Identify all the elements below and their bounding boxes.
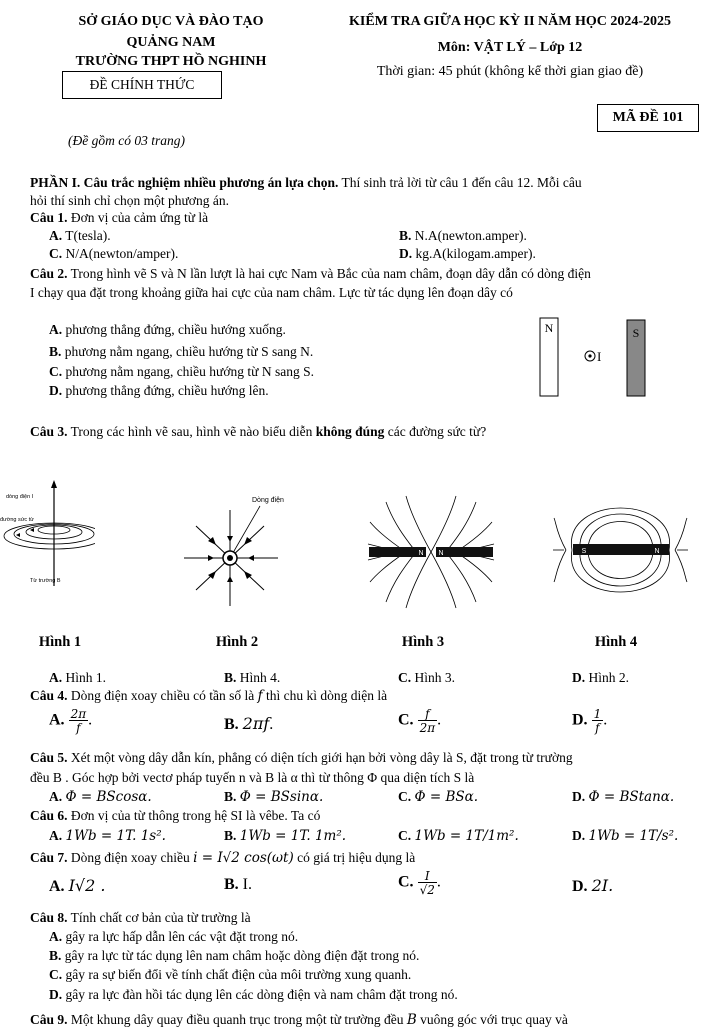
q6-b-letter: B. (224, 828, 237, 843)
q6-b-text: 1Wb = 1T. 1m². (239, 828, 347, 844)
q9-b-vector: B (406, 1012, 417, 1028)
q4-label: Câu 4. (30, 688, 68, 703)
q2-magnet-figure (535, 316, 650, 398)
q4-d-letter: D. (572, 711, 588, 729)
q2-b-letter: B. (49, 344, 62, 359)
q4-c-denominator: 2π (419, 721, 436, 735)
q3-text-end: các đường sức từ? (384, 424, 487, 439)
q3-option-b[interactable] (224, 670, 280, 686)
q7-d-text: 2I. (591, 876, 614, 895)
q2-b-text: phương nằm ngang, chiều hướng từ S sang N. (64, 344, 314, 359)
exam-title: KIỂM TRA GIỮA HỌC KỲ II NĂM HỌC 2024-2025 (348, 14, 671, 29)
q6-d-letter: D. (572, 828, 586, 843)
exam-code: MÃ ĐỀ 101 (612, 110, 684, 125)
caption-figure-4: Hình 4 (594, 634, 638, 650)
q6-c-letter: C. (398, 828, 412, 843)
q7-text-2: có giá trị hiệu dụng là (293, 850, 416, 865)
q8-b-letter: B. (49, 948, 62, 963)
part1-intro-text: Thí sinh trả lời từ câu 1 đến câu 12. Mỗi câu (338, 175, 582, 190)
south-pole-label: S (632, 326, 640, 340)
question-7 (30, 850, 415, 866)
q2-d-letter: D. (49, 383, 63, 398)
q4-c-numerator: f (418, 708, 438, 721)
question-9 (30, 1012, 568, 1028)
q4-d-numerator: 1 (593, 707, 602, 721)
q7-option-c[interactable]: C. $\frac{I}{√2}$ . (398, 869, 441, 897)
q7-option-b[interactable] (224, 876, 252, 894)
q2-option-a[interactable] (49, 322, 286, 338)
q2-text-1: Trong hình vẽ S và N lần lượt là hai cực Nam và Bắc của nam châm, đoạn dây dẫn có dòng điện (67, 266, 591, 281)
fig2-current-label: Dòng điện (252, 497, 284, 504)
department-province: QUẢNG NAM (126, 35, 216, 50)
q4-b-letter: B. (224, 716, 239, 733)
q6-option-b[interactable] (224, 828, 346, 844)
figure-1-straight-wire (0, 478, 95, 590)
q5-c-text: Φ = BSα. (414, 789, 479, 805)
fig4-n-label: N (654, 548, 660, 555)
q5-option-a[interactable] (49, 789, 152, 805)
q8-option-b[interactable] (49, 948, 419, 964)
q8-b-text: gây ra lực từ tác dụng lên nam châm hoặc dòng điện đặt trong nó. (64, 948, 420, 963)
question-2 (30, 266, 591, 282)
q3-option-a[interactable] (49, 670, 106, 686)
q5-d-letter: D. (572, 789, 586, 804)
q7-option-d[interactable] (572, 876, 613, 896)
exam-time: Thời gian: 45 phút (không kể thời gian giao đề) (376, 64, 644, 79)
question-8 (30, 910, 251, 926)
school-name: TRƯỜNG THPT HỒ NGHINH (75, 54, 267, 69)
q7-a-text: I√2 . (68, 876, 106, 895)
figure-3-two-north-poles (366, 494, 496, 610)
department-name: SỞ GIÁO DỤC VÀ ĐÀO TẠO (78, 14, 264, 29)
q8-text: Tính chất cơ bản của từ trường là (67, 910, 251, 925)
q2-option-c[interactable] (49, 364, 314, 380)
q6-label: Câu 6. (30, 808, 68, 823)
q2-d-text: phương thẳng đứng, chiều hướng lên. (65, 383, 269, 398)
q3-b-text: Hình 4. (239, 670, 281, 685)
official-exam-label: ĐỀ CHÍNH THỨC (89, 77, 195, 92)
q8-label: Câu 8. (30, 910, 68, 925)
q8-c-text: gây ra sự biến đổi về tính chất điện của môi trường xung quanh. (65, 967, 412, 982)
part1-intro (30, 175, 582, 191)
q4-a-letter: A. (49, 711, 65, 729)
q1-a-text: T(tesla). (65, 228, 111, 243)
q4-f-symbol: f (257, 688, 263, 704)
q3-a-letter: A. (49, 670, 63, 685)
q5-a-letter: A. (49, 789, 63, 804)
q7-option-a[interactable] (49, 876, 105, 896)
q4-text-2: thì chu kì dòng diện là (262, 688, 388, 703)
q1-option-a[interactable] (49, 228, 111, 244)
q1-c-text: N/A(newton/amper). (65, 246, 179, 261)
q3-c-letter: C. (398, 670, 412, 685)
q3-label: Câu 3. (30, 424, 68, 439)
question-6 (30, 808, 320, 824)
q7-formula: i = I√2 cos(ωt) (193, 850, 294, 866)
q7-text: Dòng điện xoay chiều (67, 850, 194, 865)
fig3-n-label-2: N (438, 550, 444, 557)
figure-4-bar-magnet (553, 492, 688, 608)
q2-text-2: I chạy qua đặt trong khoảng giữa hai cực của nam châm. Lực từ tác dụng lên đoạn dây có (30, 285, 513, 300)
q3-bold-text: không đúng (315, 424, 385, 439)
fig1-field-label: Từ trường B (30, 578, 61, 584)
q4-text: Dòng điện xoay chiều có tần số là (67, 688, 258, 703)
q1-c-letter: C. (49, 246, 63, 261)
exam-code-box (597, 104, 699, 132)
q5-option-d[interactable] (572, 789, 674, 805)
fig1-fieldline-label: đường sức từ (0, 517, 34, 523)
q3-a-text: Hình 1. (65, 670, 106, 685)
q8-option-c[interactable] (49, 967, 411, 983)
q9-text-2: vuông góc với trục quay và (416, 1012, 568, 1027)
q5-a-text: Φ = BScosα. (65, 789, 152, 805)
wire-arrow-icon (51, 480, 57, 488)
q5-b-letter: B. (224, 789, 237, 804)
q9-text: Một khung dây quay điều quanh trục trong một từ trường đều (67, 1012, 407, 1027)
fig4-s-label: S (581, 548, 587, 555)
q5-option-b[interactable] (224, 789, 323, 805)
figure-2-radial-field (170, 490, 290, 610)
q8-option-d[interactable] (49, 987, 458, 1003)
q3-d-text: Hình 2. (588, 670, 629, 685)
q4-d-denominator: f (595, 721, 600, 735)
q6-text: Đơn vị của từ thông trong hệ SI là vêbe. Ta có (67, 808, 321, 823)
q8-option-a[interactable] (49, 929, 298, 945)
question-1 (30, 210, 208, 226)
q6-option-c[interactable] (398, 828, 519, 844)
q6-d-text: 1Wb = 1T/s². (588, 828, 679, 844)
q5-option-c[interactable] (398, 789, 478, 805)
q6-c-text: 1Wb = 1T/1m². (414, 828, 519, 844)
q2-option-b[interactable] (49, 344, 313, 360)
q1-option-d[interactable] (399, 246, 536, 262)
q3-c-text: Hình 3. (414, 670, 455, 685)
q4-a-denominator: f (76, 721, 81, 735)
q3-b-letter: B. (224, 670, 237, 685)
q6-option-d[interactable] (572, 828, 678, 844)
caption-figure-2: Hình 2 (215, 634, 259, 650)
q7-c-letter: C. (398, 873, 414, 891)
q4-option-a[interactable]: A. $\frac{2\pi}{f}$ . (49, 707, 93, 735)
question-4 (30, 688, 387, 704)
q5-text-1: Xét một vòng dây dẫn kín, phẳng có diện tích giới hạn bởi vòng dây là S, đặt trong từ trường (67, 750, 573, 765)
q1-d-letter: D. (399, 246, 413, 261)
current-label: I (597, 349, 602, 364)
q2-a-text: phương thẳng đứng, chiều hướng xuống. (65, 322, 286, 337)
q3-option-d[interactable] (572, 670, 629, 686)
q4-option-b[interactable]: B. 2πf. (224, 714, 274, 733)
q5-d-text: Φ = BStanα. (588, 789, 675, 805)
q1-option-b[interactable] (399, 228, 527, 244)
pages-note: (Đề gồm có 03 trang) (68, 133, 185, 148)
q4-option-d[interactable]: D. $\frac{1}{f}$ . (572, 707, 608, 735)
q1-b-text: N.A(newton.amper). (414, 228, 527, 243)
q7-b-text: I. (242, 876, 252, 893)
q8-c-letter: C. (49, 967, 63, 982)
q7-c-denominator: √2 (419, 883, 435, 897)
q1-option-c[interactable] (49, 246, 178, 262)
q6-a-letter: A. (49, 828, 63, 843)
current-dot-icon (588, 354, 591, 357)
q5-text-2: đều B . Góc hợp bởi vectơ pháp tuyến n và B là α thì từ thông Φ qua diện tích S là (30, 770, 475, 785)
q3-text: Trong các hình vẽ sau, hình vẽ nào biểu diễn (67, 424, 316, 439)
caption-figure-1: Hình 1 (38, 634, 82, 650)
q8-a-letter: A. (49, 929, 63, 944)
question-5 (30, 750, 573, 766)
part1-title: PHẦN I. Câu trắc nghiệm nhiều phương án lựa chọn. (30, 175, 339, 190)
fig3-magnet-left (369, 547, 426, 557)
q8-d-text: gây ra lực đàn hồi tác dụng lên các dòng điện và nam châm đặt trong nó. (65, 987, 458, 1002)
q1-text: Đơn vị của cảm ứng từ là (67, 210, 209, 225)
q4-a-numerator: 2π (70, 707, 87, 721)
q5-c-letter: C. (398, 789, 412, 804)
q2-a-letter: A. (49, 322, 63, 337)
q9-label: Câu 9. (30, 1012, 68, 1027)
q7-d-letter: D. (572, 878, 588, 895)
q6-a-text: 1Wb = 1T. 1s². (65, 828, 166, 844)
q2-c-text: phương nằm ngang, chiều hướng từ N sang S. (65, 364, 314, 379)
q8-a-text: gây ra lực hấp dẫn lên các vật đặt trong nó. (65, 929, 299, 944)
q7-a-letter: A. (49, 878, 65, 895)
q5-label: Câu 5. (30, 750, 68, 765)
q7-label: Câu 7. (30, 850, 68, 865)
north-pole-label: N (544, 321, 554, 335)
q2-label: Câu 2. (30, 266, 68, 281)
fig1-current-label: dòng điện I (6, 494, 34, 500)
q4-c-letter: C. (398, 711, 414, 729)
q6-option-a[interactable] (49, 828, 166, 844)
q1-a-letter: A. (49, 228, 63, 243)
q1-b-letter: B. (399, 228, 412, 243)
q2-c-letter: C. (49, 364, 63, 379)
question-3 (30, 424, 486, 440)
q1-label: Câu 1. (30, 210, 68, 225)
q2-option-d[interactable] (49, 383, 269, 399)
part1-intro-line2: hỏi thí sinh chỉ chọn một phương án. (30, 193, 229, 208)
official-exam-box (62, 71, 222, 99)
q3-d-letter: D. (572, 670, 586, 685)
q3-option-c[interactable] (398, 670, 455, 686)
q1-d-text: kg.A(kilogam.amper). (415, 246, 536, 261)
q4-option-c[interactable]: C. $\frac{f}{2\pi}$ . (398, 707, 442, 735)
q7-b-letter: B. (224, 876, 239, 893)
fig3-magnet-right (436, 547, 493, 557)
q7-c-numerator: I (418, 870, 437, 883)
fig3-n-label-1: N (418, 550, 424, 557)
exam-subject: Môn: VẬT LÝ – Lớp 12 (437, 40, 583, 55)
caption-figure-3: Hình 3 (401, 634, 445, 650)
q8-d-letter: D. (49, 987, 63, 1002)
q4-b-text: 2πf (242, 714, 270, 733)
q5-b-text: Φ = BSsinα. (239, 789, 324, 805)
